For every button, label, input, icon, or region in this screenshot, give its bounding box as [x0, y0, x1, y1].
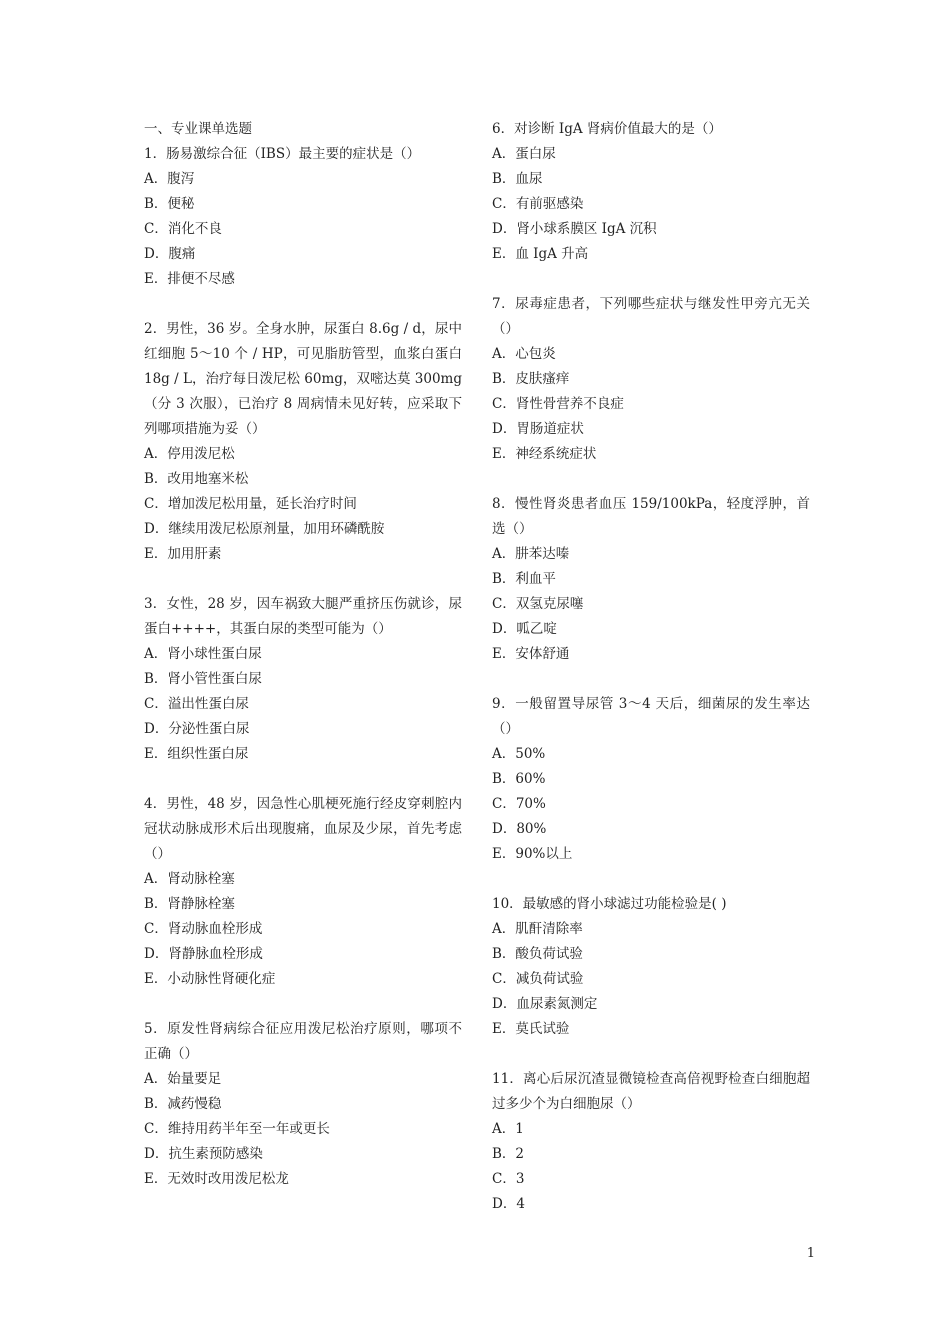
question-10: [492, 892, 810, 1042]
option-e: E．组织性蛋白尿: [144, 746, 249, 762]
option-a: A．50%: [492, 746, 546, 762]
option-b: B．利血平: [492, 571, 556, 587]
question-7: [492, 292, 810, 467]
question-stem: 10．最敏感的肾小球滤过功能检验是( ): [492, 896, 727, 912]
question-2: [144, 317, 462, 567]
option-c: C．减负荷试验: [492, 971, 584, 987]
option-c: C．溢出性蛋白尿: [144, 696, 249, 712]
question-9: [492, 692, 810, 867]
option-e: E．加用肝素: [144, 546, 222, 562]
option-d: D．抗生素预防感染: [144, 1146, 263, 1162]
question-stem: 2．男性，36 岁。全身水肿，尿蛋白 8.6g / d，尿中红细胞 5～10 个 / HP，可见脂肪管型，血浆白蛋白 18g / L，治疗每日泼尼松 60mg，双嘧达莫 300mg（分 3 次服），已治疗 8 周病情未见好转，应采取下列哪项措施为妥（）: [144, 321, 462, 437]
option-a: A．肾小球性蛋白尿: [144, 646, 262, 662]
option-b: B．血尿: [492, 171, 543, 187]
option-e: E．排便不尽感: [144, 271, 235, 287]
option-d: D．80%: [492, 821, 547, 837]
option-b: B．减药慢稳: [144, 1096, 222, 1112]
question-stem: 6．对诊断 IgA 肾病价值最大的是（）: [492, 121, 722, 137]
option-c: C．增加泼尼松用量，延长治疗时间: [144, 496, 357, 512]
option-d: D．血尿素氮测定: [492, 996, 598, 1012]
option-c: C．3: [492, 1171, 525, 1187]
option-d: D．继续用泼尼松原剂量，加用环磷酰胺: [144, 521, 385, 537]
question-5: [144, 1017, 462, 1192]
option-c: C．有前驱感染: [492, 196, 584, 212]
option-a: A．腹泻: [144, 171, 195, 187]
left-column: [144, 117, 462, 1192]
section-title: 一、专业课单选题: [144, 121, 252, 137]
question-11: [492, 1067, 810, 1217]
option-e: E．神经系统症状: [492, 446, 597, 462]
question-4: [144, 792, 462, 992]
option-a: A．始量要足: [144, 1071, 222, 1087]
question-stem: 5．原发性肾病综合征应用泼尼松治疗原则，哪项不正确（）: [144, 1021, 462, 1062]
option-c: C．肾性骨营养不良症: [492, 396, 624, 412]
option-d: D．胃肠道症状: [492, 421, 584, 437]
option-d: D．肾静脉血栓形成: [144, 946, 263, 962]
option-e: E．小动脉性肾硬化症: [144, 971, 276, 987]
option-b: B．改用地塞米松: [144, 471, 249, 487]
option-e: E．无效时改用泼尼松龙: [144, 1171, 289, 1187]
question-8: [492, 492, 810, 667]
question-stem: 1．肠易激综合征（IBS）最主要的症状是（）: [144, 146, 421, 162]
option-e: E．90%以上: [492, 846, 573, 862]
option-a: A．蛋白尿: [492, 146, 556, 162]
option-d: D．分泌性蛋白尿: [144, 721, 250, 737]
question-stem: 4．男性，48 岁，因急性心肌梗死施行经皮穿刺腔内冠状动脉成形术后出现腹痛，血尿及少尿，首先考虑（）: [144, 796, 462, 862]
question-stem: 3．女性，28 岁，因车祸致大腿严重挤压伤就诊，尿蛋白++++，其蛋白尿的类型可能为（）: [144, 596, 462, 637]
option-b: B．皮肤瘙痒: [492, 371, 570, 387]
question-stem: 9．一般留置导尿管 3～4 天后，细菌尿的发生率达（）: [492, 696, 810, 737]
option-a: A．肌酐清除率: [492, 921, 583, 937]
question-3: [144, 592, 462, 767]
right-column: [492, 117, 810, 1217]
option-b: B．肾静脉栓塞: [144, 896, 235, 912]
question-6: [492, 117, 810, 267]
option-b: B．肾小管性蛋白尿: [144, 671, 262, 687]
option-e: E．莫氏试验: [492, 1021, 570, 1037]
option-c: C．70%: [492, 796, 546, 812]
option-b: B．2: [492, 1146, 525, 1162]
option-a: A．停用泼尼松: [144, 446, 235, 462]
option-b: B．酸负荷试验: [492, 946, 583, 962]
question-stem: 7．尿毒症患者，下列哪些症状与继发性甲旁亢无关（）: [492, 296, 810, 337]
question-stem: 11．离心后尿沉渣显微镜检查高倍视野检查白细胞超过多少个为白细胞尿（）: [492, 1071, 810, 1112]
option-c: C．双氢克尿噻: [492, 596, 584, 612]
option-c: C．消化不良: [144, 221, 222, 237]
question-stem: 8．慢性肾炎患者血压 159/100kPa，轻度浮肿，首选（）: [492, 496, 810, 537]
option-d: D．腹痛: [144, 246, 196, 262]
option-c: C．维持用药半年至一年或更长: [144, 1121, 330, 1137]
option-a: A．心包炎: [492, 346, 556, 362]
option-a: A．肾动脉栓塞: [144, 871, 235, 887]
option-b: B．60%: [492, 771, 546, 787]
option-c: C．肾动脉血栓形成: [144, 921, 263, 937]
option-e: E．安体舒通: [492, 646, 570, 662]
option-d: D．4: [492, 1196, 525, 1212]
option-a: A．肼苯达嗪: [492, 546, 570, 562]
option-d: D．肾小球系膜区 IgA 沉积: [492, 221, 657, 237]
option-b: B．便秘: [144, 196, 195, 212]
option-a: A．1: [492, 1121, 524, 1137]
option-e: E．血 IgA 升高: [492, 246, 589, 262]
question-1: [144, 142, 462, 292]
option-d: D．呱乙啶: [492, 621, 557, 637]
page-number: 1: [806, 1246, 815, 1261]
